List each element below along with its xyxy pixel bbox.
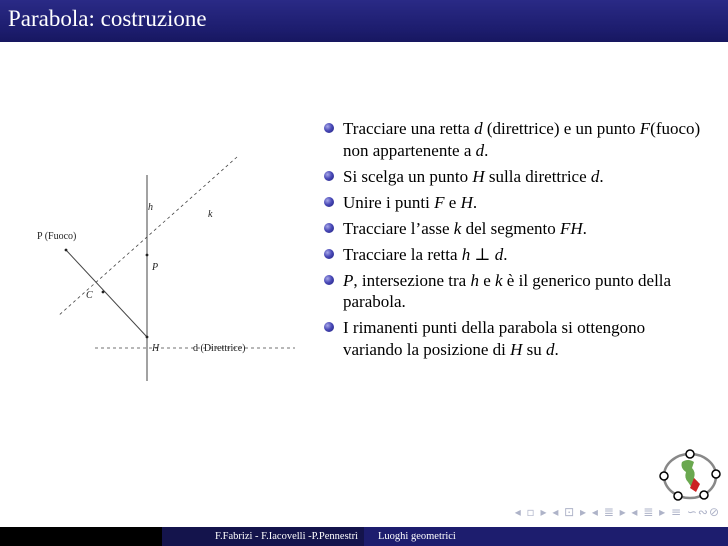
math-symbol: h <box>470 270 479 290</box>
math-symbol: k <box>495 270 503 290</box>
footer-topic: Luoghi geometrici <box>364 527 728 546</box>
bullet-item <box>323 166 703 188</box>
math-symbol: H <box>510 339 523 359</box>
math-symbol: d <box>474 119 483 138</box>
bullet-text: Unire i punti F e H. <box>343 192 478 212</box>
label-h: h <box>148 202 153 213</box>
bullet-icon <box>324 275 334 285</box>
bullet-item <box>323 244 703 266</box>
label-directrix: d (Direttrice) <box>193 343 246 354</box>
bullet-item <box>323 192 703 214</box>
bullet-item <box>323 270 703 313</box>
label-p: P <box>152 262 159 273</box>
bullet-text: I rimanenti punti della parabola si ottengono variando la posizione di H su d. <box>343 318 646 359</box>
label-focus: P (Fuoco) <box>37 231 77 242</box>
slide-title: Parabola: costruzione <box>8 6 207 31</box>
beamer-navigation[interactable]: ◂ ▫ ▸ ◂ ⊡ ▸ ◂ ≣ ▸ ◂ ≣ ▸ ≡ ∽∾⊘ <box>514 505 720 519</box>
bullet-icon <box>324 123 334 133</box>
math-symbol: H <box>460 192 473 212</box>
bullet-icon <box>324 249 334 259</box>
title-bar <box>0 0 728 42</box>
label-h-point: H <box>152 343 160 354</box>
math-symbol: H <box>472 166 485 186</box>
point-c <box>102 291 105 294</box>
math-symbol: k <box>453 218 462 238</box>
math-symbol: F <box>434 192 445 212</box>
math-symbol: P <box>343 270 354 290</box>
math-symbol: d <box>494 244 504 264</box>
label-k: k <box>208 209 213 220</box>
bullet-icon <box>324 171 334 181</box>
construction-figure <box>0 150 300 390</box>
bullet-icon <box>324 197 334 207</box>
bullet-text: Tracciare una retta d (direttrice) e un punto F(fuoco) non appartenente a d. <box>343 119 701 160</box>
bullet-text: Tracciare l’asse k del segmento FH. <box>343 218 587 238</box>
math-symbol: FH <box>559 218 583 238</box>
segment-fh <box>66 250 147 337</box>
bullet-item <box>323 317 703 360</box>
point-h <box>146 336 149 339</box>
point-p <box>146 254 149 257</box>
bullet-icon <box>324 223 334 233</box>
geogebra-logo-icon <box>658 448 722 504</box>
bullet-item <box>323 218 703 240</box>
bullet-text: Si scelga un punto H sulla direttrice d. <box>343 166 604 186</box>
bullet-list <box>323 118 703 365</box>
math-symbol: h <box>461 244 471 264</box>
bullet-icon <box>324 322 334 332</box>
point-f <box>65 249 68 252</box>
label-c: C <box>86 290 93 301</box>
footer-bar <box>0 527 728 546</box>
math-symbol: F <box>639 119 651 138</box>
math-symbol: d <box>475 140 485 160</box>
math-symbol: d <box>590 166 600 186</box>
footer-authors: F.Fabrizi - F.Iacovelli -P.Pennestrì <box>162 527 364 546</box>
bullet-item <box>323 118 703 161</box>
bullet-text: P, intersezione tra h e k è il generico punto della parabola. <box>343 270 672 311</box>
math-symbol: d <box>546 339 555 359</box>
bullet-text: Tracciare la retta h ⊥ d. <box>343 244 508 264</box>
